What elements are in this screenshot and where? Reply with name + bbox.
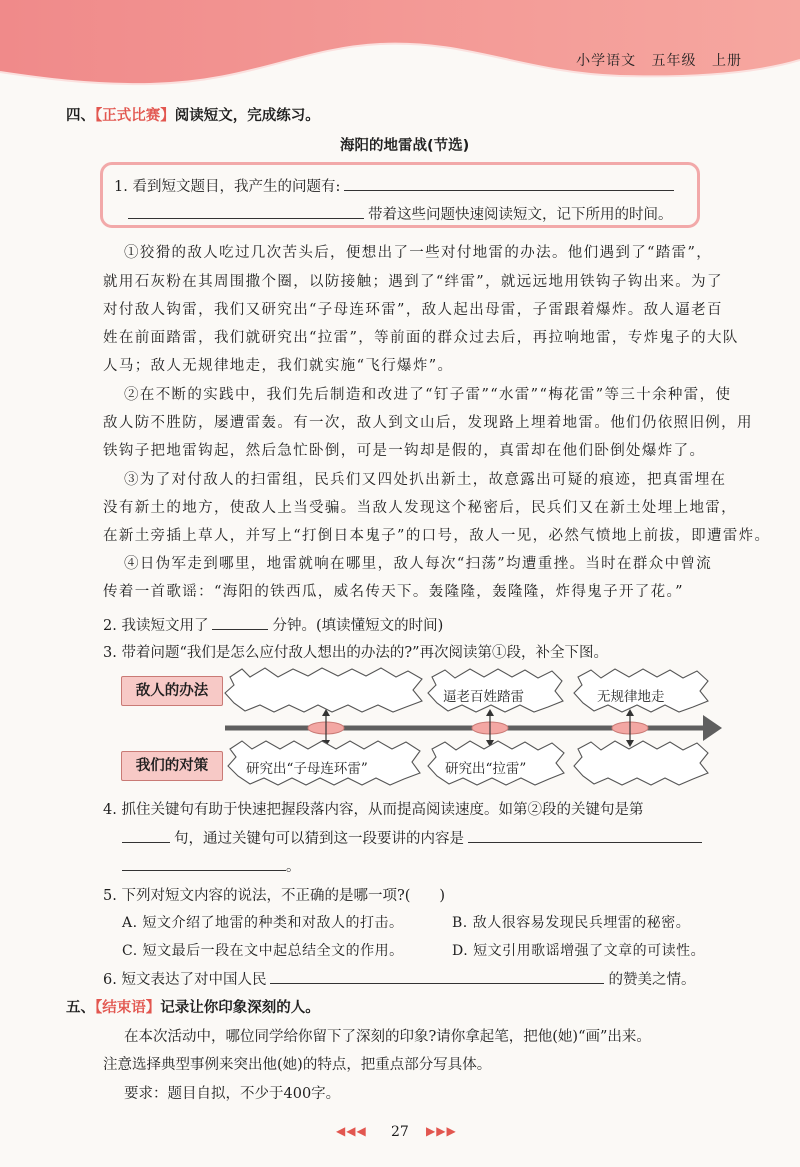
- question4-line2: [122, 827, 702, 848]
- question6-text-b: 的赞美之情。: [608, 972, 696, 988]
- option-b[interactable]: B. 敌人很容易发现民兵埋雷的秘密。: [452, 915, 691, 931]
- para2-line1: ②在不断的实践中，我们先后制造和改进了“钉子雷”“水雷”“梅花雷”等三十余种雷，使: [124, 387, 732, 403]
- header-band: [0, 0, 800, 95]
- question2: [103, 614, 443, 635]
- question5: 5. 下列对短文内容的说法，不正确的是哪一项?( ): [103, 888, 446, 904]
- page-number: 27: [391, 1124, 409, 1140]
- our-strategy-1: 研究出“子母连环雷”: [246, 761, 368, 777]
- question1-answer-line-2[interactable]: [128, 206, 364, 219]
- para1-line5: 人马；敌人无规律地走，我们就实施“飞行爆炸”。: [103, 358, 454, 374]
- section4-number: 四、: [66, 108, 95, 124]
- question1-prompt: [114, 175, 674, 196]
- question6: [103, 968, 695, 989]
- option-c[interactable]: C. 短文最后一段在文中起总结全文的作用。: [122, 943, 404, 959]
- section4-heading: [66, 104, 320, 125]
- para1-line4: 姓在前面踏雷，我们就研究出“拉雷”，等前面的群众过去后，再拉响地雷，专炸鬼子的大队: [103, 330, 739, 346]
- question4-answer-line-1[interactable]: [122, 830, 170, 843]
- question2-text-a: 2. 我读短文用了: [103, 618, 209, 634]
- question4-answer-line-3[interactable]: [122, 858, 286, 871]
- option-d[interactable]: D. 短文引用歌谣增强了文章的可读性。: [452, 943, 706, 959]
- connector-2: [472, 709, 508, 747]
- section5-tag: 【结束语】: [95, 1000, 161, 1016]
- enemy-method-2: 逼老百姓踏雷: [443, 689, 524, 705]
- para3-line2: 没有新土的地方，使敌人上当受骗。当敌人发现这个秘密后，民兵们又在新土处埋上地雷，: [103, 500, 737, 516]
- section5-line2: 注意选择典型事例来突出他(她)的特点，把重点部分写具体。: [103, 1057, 492, 1073]
- section4-tag: 【正式比赛】: [95, 108, 175, 124]
- enemy-method-3: 无规律地走: [597, 689, 665, 705]
- question6-answer-line[interactable]: [270, 971, 604, 984]
- question4-answer-line-2[interactable]: [468, 830, 702, 843]
- para2-line2: 敌人防不胜防，屡遭雷轰。有一次，敌人到文山后，发现路上埋着地雷。他们仍依照旧例，用: [103, 415, 753, 431]
- question1-text: 1. 看到短文题目，我产生的问题有:: [114, 179, 341, 195]
- question4-line1: 4. 抓住关键句有助于快速把握段落内容，从而提高阅读速度。如第②段的关键句是第: [103, 802, 644, 818]
- question6-text-a: 6. 短文表达了对中国人民: [103, 972, 267, 988]
- para4-line2: 传着一首歌谣：“海阳的铁西瓜，威名传天下。轰隆隆，轰隆隆，炸得鬼子开了花。”: [103, 584, 684, 600]
- para3-line3: 在新土旁插上草人，并写上“打倒日本鬼子”的口号，敌人一见，必然气愤地上前拔，即遭雷炸。: [103, 528, 771, 544]
- passage-title: 海阳的地雷战(节选): [340, 138, 470, 154]
- our-strategies-label: 我们的对策: [121, 751, 223, 781]
- para3-line1: ③为了对付敌人的扫雷组，民兵们又四处扒出新土，故意露出可疑的痕迹，把真雷埋在: [124, 472, 727, 488]
- our-strategy-2: 研究出“拉雷”: [445, 761, 527, 777]
- question1-answer-line-1[interactable]: [344, 178, 674, 191]
- next-arrows-icon: ▶▶▶: [426, 1124, 457, 1138]
- enemy-method-frame-1: [225, 668, 422, 712]
- para1-line3: 对付敌人钩雷，我们又研究出“子母连环雷”，敌人起出母雷，子雷跟着爆炸。敌人逼老百: [103, 302, 723, 318]
- our-strategy-frame-3: [574, 741, 708, 785]
- question2-answer-line[interactable]: [212, 617, 268, 630]
- section5-line1: 在本次活动中，哪位同学给你留下了深刻的印象?请你拿起笔，把他(她)“画”出来。: [124, 1029, 651, 1045]
- header-grade: 五年级: [651, 53, 697, 69]
- question2-text-b: 分钟。(填读懂短文的时间): [272, 618, 444, 634]
- para1-line2: 就用石灰粉在其周围撒个圈，以防接触；遇到了“绊雷”，就远远地用铁钩子钩出来。为了: [103, 274, 723, 290]
- para2-line3: 铁钩子把地雷钩起，然后急忙卧倒，可是一钩却是假的，真雷却在他们卧倒处爆炸了。: [103, 443, 706, 459]
- para4-line1: ④日伪军走到哪里，地雷就响在哪里，敌人每次“扫荡”均遭重挫。当时在群众中曾流: [124, 556, 713, 572]
- question4-line3: [122, 855, 301, 876]
- prev-arrows-icon: ◀◀◀: [336, 1124, 367, 1138]
- question1-prompt-2: [128, 203, 673, 224]
- question1-text-2: 带着这些问题快速阅读短文，记下所用的时间。: [368, 207, 673, 223]
- section5-requirement: 要求：题目自拟，不少于400字。: [124, 1086, 341, 1102]
- header-info: [566, 50, 742, 70]
- question4-text-b: 句，通过关键句可以猜到这一段要讲的内容是: [174, 831, 464, 847]
- question3: 3. 带着问题“我们是怎么应付敌人想出的办法的?”再次阅读第①段，补全下图。: [103, 645, 609, 661]
- diagram-arrowhead: [703, 715, 722, 741]
- header-subject: 小学语文: [576, 53, 637, 69]
- connector-1: [308, 709, 344, 747]
- section5-heading: [66, 996, 320, 1017]
- enemy-methods-label: 敌人的办法: [121, 676, 223, 706]
- section5-instruction: 记录让你印象深刻的人。: [160, 1000, 320, 1016]
- option-a[interactable]: A. 短文介绍了地雷的种类和对敌人的打击。: [122, 915, 404, 931]
- section4-instruction: 阅读短文，完成练习。: [174, 108, 320, 124]
- section5-number: 五、: [66, 1000, 95, 1016]
- para1-line1: ①狡猾的敌人吃过几次苦头后，便想出了一些对付地雷的办法。他们遇到了“踏雷”，: [124, 245, 713, 261]
- header-volume: 上册: [712, 53, 742, 69]
- question4-end: 。: [286, 859, 301, 875]
